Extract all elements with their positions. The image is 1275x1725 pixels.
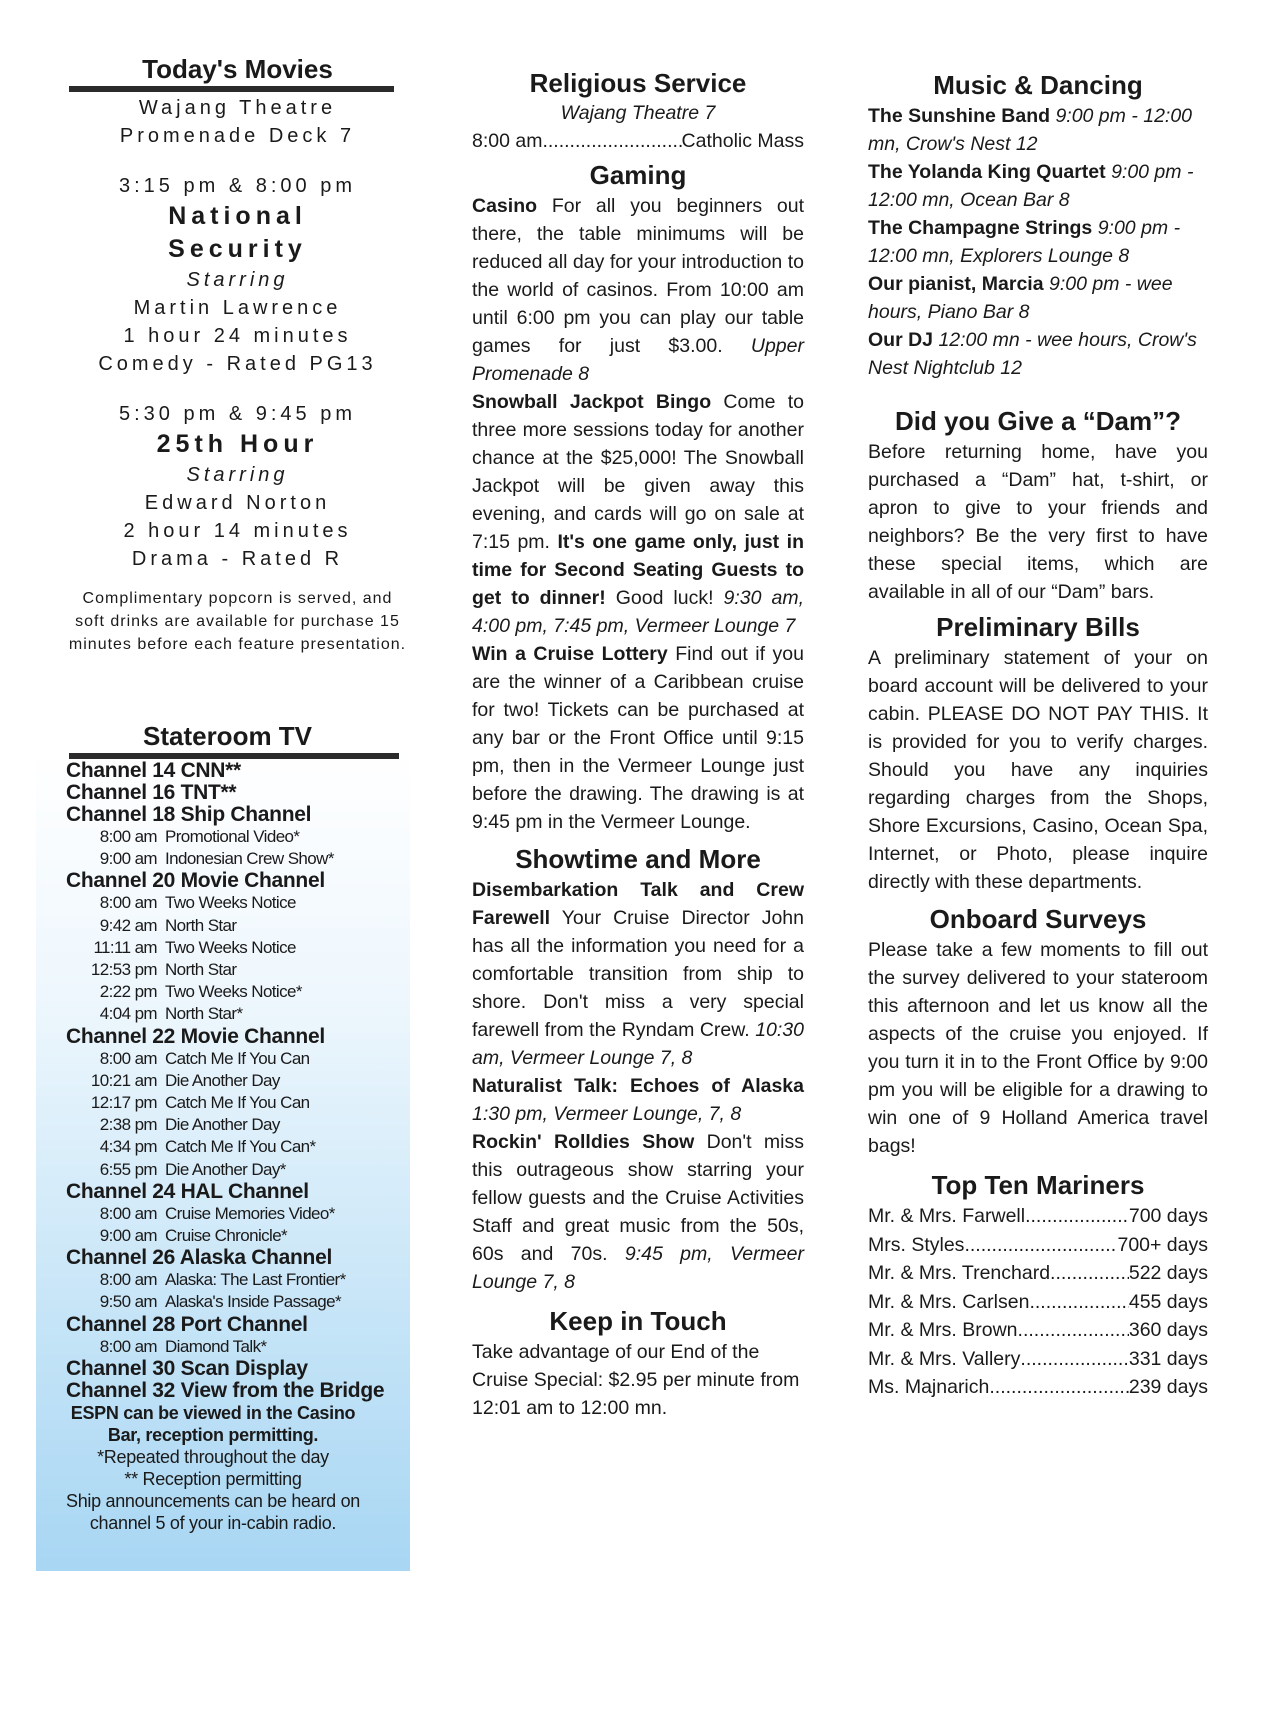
surveys-heading: Onboard Surveys: [929, 904, 1147, 934]
program-row: [66, 1003, 406, 1025]
program-time: 2:22 pm: [99, 982, 157, 1002]
religious-heading: Religious Service: [529, 68, 747, 98]
mariner-list: [868, 1202, 1208, 1402]
mariner-row: [868, 1231, 1208, 1260]
program-row: [66, 1092, 406, 1114]
movie-title-line2: Security: [168, 234, 307, 263]
program-time: 11:11 am: [93, 937, 157, 957]
surveys-text: Please take a few moments to fill out the survey delivered to your stateroom this afternoon and let us know all the aspects of the cruise you enjoyed. If you turn it in to the Front Office by 9:00 pm you will be eligible for a drawing to win one of 9 Holland America travel bags!: [868, 939, 1208, 1157]
music-act: [868, 102, 1208, 158]
mariner-row: [868, 1202, 1208, 1231]
program-name: North Star: [165, 960, 237, 980]
disembarkation-time: 10:30 am, Vermeer Lounge 7, 8: [472, 1018, 804, 1069]
program-row: [66, 1203, 406, 1225]
program-name: Two Weeks Notice: [165, 893, 296, 913]
program-row: [66, 1159, 406, 1181]
naturalist-paragraph: [472, 1072, 804, 1128]
religious-time: 8:00 am: [472, 130, 543, 152]
movie-title: National: [168, 201, 307, 230]
stateroom-tv-rule: [69, 753, 399, 759]
music-act-detail: 9:00 pm - 12:00 mn, Crow's Nest 12: [868, 105, 1193, 155]
program-row: [66, 937, 406, 959]
mariner-name: Mr. & Mrs. Carlsen: [868, 1290, 1030, 1313]
music-act: [868, 326, 1208, 382]
program-name: Catch Me If You Can: [165, 1093, 310, 1113]
movies-heading: Today's Movies: [142, 54, 333, 84]
lottery-label: Win a Cruise Lottery: [472, 642, 668, 665]
mariner-row: [868, 1316, 1208, 1345]
naturalist-time: 1:30 pm, Vermeer Lounge, 7, 8: [472, 1102, 742, 1125]
program-row: [66, 1336, 406, 1358]
program-name: Two Weeks Notice*: [165, 982, 302, 1002]
program-time: 2:38 pm: [99, 1115, 157, 1135]
program-row: [66, 848, 406, 870]
program-row: [66, 915, 406, 937]
program-time: 8:00 am: [99, 893, 157, 913]
program-row: [66, 959, 406, 981]
music-act: [868, 214, 1208, 270]
radio-note: Ship announcements can be heard on channel 5 of your in-cabin radio.: [65, 1490, 361, 1533]
program-name: Die Another Day: [165, 1115, 280, 1135]
religious-service-row: [472, 127, 804, 156]
bingo-bold-note: It's one game only, just in time for Second Seating Guests to get to dinner!: [472, 530, 804, 609]
channel-label: Channel 28 Port Channel: [66, 1312, 308, 1336]
casino-paragraph: [472, 192, 804, 388]
channel-label: Channel 14 CNN**: [66, 759, 241, 782]
music-act-detail: 9:00 pm - 12:00 mn, Explorers Lounge 8: [868, 217, 1181, 267]
music-act: [868, 158, 1208, 214]
program-name: Alaska: The Last Frontier*: [165, 1270, 346, 1290]
movie-star: Martin Lawrence: [133, 296, 342, 319]
music-act-name: Our pianist, Marcia: [868, 273, 1044, 295]
disembarkation-paragraph: [472, 876, 804, 1072]
music-act-name: The Champagne Strings: [868, 217, 1093, 239]
program-time: 12:17 pm: [90, 1093, 157, 1113]
mariner-days: 700+ days: [1117, 1233, 1208, 1256]
program-name: North Star: [165, 915, 237, 935]
bingo-luck: Good luck!: [615, 586, 714, 609]
music-act: [868, 270, 1208, 326]
column-movies: [55, 55, 420, 656]
program-row: [66, 826, 406, 848]
music-act-name: Our DJ: [868, 329, 934, 351]
program-name: North Star*: [165, 1004, 243, 1024]
column-info: [868, 68, 1208, 1402]
movies-venue: Wajang Theatre: [138, 96, 337, 119]
movie-feature: [55, 172, 420, 378]
movies-heading-rule: [69, 86, 394, 92]
program-time: 9:00 am: [99, 849, 157, 869]
channel-label: Channel 16 TNT**: [66, 781, 237, 804]
music-act-detail: 9:00 pm - wee hours, Piano Bar 8: [868, 273, 1173, 323]
gaming-heading: Gaming: [589, 159, 687, 190]
mariner-name: Mr. & Mrs. Trenchard: [868, 1262, 1051, 1284]
program-row: [66, 981, 406, 1003]
disembarkation-text: Your Cruise Director John has all the information you need for a comfortable transition from ship to shore. Don't miss a very special farewell from the Ryndam Crew.: [472, 906, 804, 1041]
program-name: Die Another Day: [165, 1070, 280, 1090]
program-name: Promotional Video*: [165, 827, 300, 846]
mariner-name: Ms. Majnarich: [868, 1376, 990, 1398]
bingo-paragraph: [472, 388, 804, 640]
bingo-text: Come to three more sessions today for another chance at the $25,000! The Snowball Jackpot will be given away this evening, and cards will go on sale at 7:15 pm.: [472, 390, 804, 553]
movie-duration: 2 hour 14 minutes: [123, 519, 352, 542]
program-row: [66, 1048, 406, 1070]
movie-starring-label: Starring: [186, 268, 289, 291]
program-time: 6:55 pm: [99, 1159, 157, 1179]
bills-text: A preliminary statement of your on board account will be delivered to your cabin. PLEASE DO NOT PAY THIS. It is provided for you to verify charges. Should you have any inquiries regarding charges from the Shops, Shore Excursions, Casino, Ocean Spa, Internet, or Photo, please inquire directly with these departments.: [868, 647, 1208, 893]
program-time: 8:00 am: [99, 1203, 157, 1223]
channel-label: Channel 20 Movie Channel: [66, 869, 325, 893]
program-row: [66, 1070, 406, 1092]
movie-star: Edward Norton: [144, 491, 331, 514]
program-row: [66, 1114, 406, 1136]
program-time: 10:21 am: [90, 1070, 157, 1090]
rolldies-label: Rockin' Rolldies Show: [472, 1130, 695, 1153]
program-name: Diamond Talk*: [165, 1336, 267, 1356]
movie-starring-label: Starring: [186, 463, 289, 486]
casino-label: Casino: [472, 194, 538, 217]
bills-heading: Preliminary Bills: [936, 612, 1140, 642]
program-name: Cruise Memories Video*: [165, 1203, 335, 1223]
program-time: 8:00 am: [99, 827, 157, 846]
mariner-row: [868, 1288, 1208, 1317]
movie-times: 5:30 pm & 9:45 pm: [119, 402, 356, 425]
stateroom-tv-heading: Stateroom TV: [142, 721, 313, 751]
lottery-text: Find out if you are the winner of a Caribbean cruise for two! Tickets can be purchased at any bar or the Front Office until 9:15 pm, then in the Vermeer Lounge just before the drawing. The drawing is at 9:45 pm in the Vermeer Lounge.: [472, 642, 804, 833]
program-name: Die Another Day*: [165, 1159, 286, 1179]
rolldies-time: 9:45 pm, Vermeer Lounge 7, 8: [472, 1242, 805, 1293]
program-time: 9:00 am: [99, 1226, 157, 1246]
program-row: [66, 1136, 406, 1158]
movie-times: 3:15 pm & 8:00 pm: [119, 174, 356, 197]
program-name: Catch Me If You Can: [165, 1048, 310, 1068]
mariner-name: Mr. & Mrs. Brown: [868, 1319, 1018, 1341]
mariner-days: 522 days: [1128, 1262, 1208, 1284]
channel-label: Channel 18 Ship Channel: [66, 803, 312, 826]
program-time: 9:42 am: [99, 915, 157, 935]
mariner-days: 455 days: [1128, 1290, 1208, 1313]
program-time: 12:53 pm: [90, 960, 157, 980]
channel-label: Channel 24 HAL Channel: [66, 1179, 309, 1203]
bingo-times: 9:30 am, 4:00 pm, 7:45 pm, Vermeer Lounge 7: [472, 586, 804, 637]
movie-duration: 1 hour 24 minutes: [123, 324, 352, 347]
music-act-name: The Yolanda King Quartet: [868, 161, 1106, 183]
mariner-row: [868, 1259, 1208, 1288]
movies-popcorn-note: Complimentary popcorn is served, and soft drinks are available for purchase 15 minutes before each feature presentation.: [68, 589, 407, 653]
music-act-list: [868, 102, 1208, 382]
mariners-heading: Top Ten Mariners: [931, 1170, 1145, 1200]
mariner-days: 700 days: [1128, 1205, 1208, 1227]
program-row: [66, 892, 406, 914]
program-row: [66, 1291, 406, 1313]
column-activities: [472, 66, 804, 1422]
music-heading: Music & Dancing: [933, 70, 1143, 100]
program-time: 4:34 pm: [99, 1137, 157, 1157]
program-row: [66, 1269, 406, 1291]
channel-label: Channel 26 Alaska Channel: [66, 1246, 332, 1270]
espn-note: ESPN can be viewed in the Casino Bar, reception permitting.: [70, 1402, 356, 1445]
mariner-days: 331 days: [1128, 1347, 1208, 1370]
stateroom-tv-header: [55, 722, 400, 759]
reception-note: ** Reception permitting: [124, 1468, 302, 1489]
movie-genre: Comedy - Rated PG13: [98, 352, 377, 375]
disembarkation-label: Disembarkation Talk and Crew Farewell: [472, 878, 804, 929]
movies-deck: Promenade Deck 7: [119, 124, 356, 147]
program-time: 8:00 am: [99, 1336, 157, 1356]
lottery-paragraph: [472, 640, 804, 836]
program-time: 8:00 am: [99, 1048, 157, 1068]
casino-text: For all you beginners out there, the table minimums will be reduced all day for your introduction to the world of casinos. From 10:00 am until 6:00 pm you can play our table games for just $3.00.: [472, 194, 805, 357]
tv-notes: [58, 1402, 368, 1534]
mariner-days: 360 days: [1128, 1319, 1208, 1341]
rolldies-paragraph: [472, 1128, 804, 1296]
channel-list: [66, 760, 406, 1534]
bingo-label: Snowball Jackpot Bingo: [472, 390, 712, 413]
dam-text: Before returning home, have you purchased a “Dam” hat, t-shirt, or apron to give to your friends and neighbors? Be the very first to have these special items, which are available in all of our “Dam” bars.: [868, 441, 1208, 603]
mariner-days: 239 days: [1128, 1376, 1208, 1398]
program-name: Cruise Chronicle*: [165, 1226, 288, 1246]
casino-location: Upper Promenade 8: [472, 334, 804, 385]
dam-heading: Did you Give a “Dam”?: [894, 406, 1182, 436]
mariner-row: [868, 1345, 1208, 1374]
movie-title: 25th Hour: [156, 429, 319, 458]
movie-genre: Drama - Rated R: [131, 547, 344, 570]
music-act-name: The Sunshine Band: [868, 105, 1051, 127]
rolldies-text: Don't miss this outrageous show starring your fellow guests and the Cruise Activities Staff and great music from the 50s, 60s and 70s.: [472, 1130, 804, 1265]
mariner-name: Mr. & Mrs. Farwell: [868, 1205, 1026, 1227]
program-name: Catch Me If You Can*: [165, 1137, 316, 1157]
program-name: Indonesian Crew Show*: [165, 849, 334, 869]
keep-in-touch-text: Take advantage of our End of the Cruise Special: $2.95 per minute from 12:01 am to 12:00 mn.: [472, 1340, 800, 1419]
mariner-row: [868, 1373, 1208, 1402]
program-time: 4:04 pm: [99, 1004, 157, 1024]
program-time: 8:00 am: [99, 1270, 157, 1290]
naturalist-label: Naturalist Talk: Echoes of Alaska: [472, 1074, 804, 1097]
program-name: Alaska's Inside Passage*: [165, 1292, 341, 1312]
program-row: [66, 1225, 406, 1247]
channel-label: Channel 22 Movie Channel: [66, 1024, 325, 1048]
keep-in-touch-heading: Keep in Touch: [549, 1305, 727, 1336]
showtime-heading: Showtime and More: [515, 843, 761, 874]
channel-label: Channel 32 View from the Bridge: [66, 1378, 385, 1402]
channel-label: Channel 30 Scan Display: [66, 1356, 308, 1380]
mariner-name: Mr. & Mrs. Vallery: [868, 1347, 1021, 1370]
repeat-note: *Repeated throughout the day: [97, 1446, 329, 1467]
program-time: 9:50 am: [99, 1292, 157, 1312]
religious-venue: Wajang Theatre 7: [560, 102, 716, 124]
program-name: Two Weeks Notice: [165, 937, 296, 957]
mariner-name: Mrs. Styles: [868, 1233, 965, 1256]
movie-feature: [55, 400, 420, 573]
religious-service: Catholic Mass: [681, 130, 804, 152]
music-act-detail: 12:00 mn - wee hours, Crow's Nest Nightclub 12: [868, 329, 1197, 379]
music-act-detail: 9:00 pm - 12:00 mn, Ocean Bar 8: [868, 161, 1194, 211]
